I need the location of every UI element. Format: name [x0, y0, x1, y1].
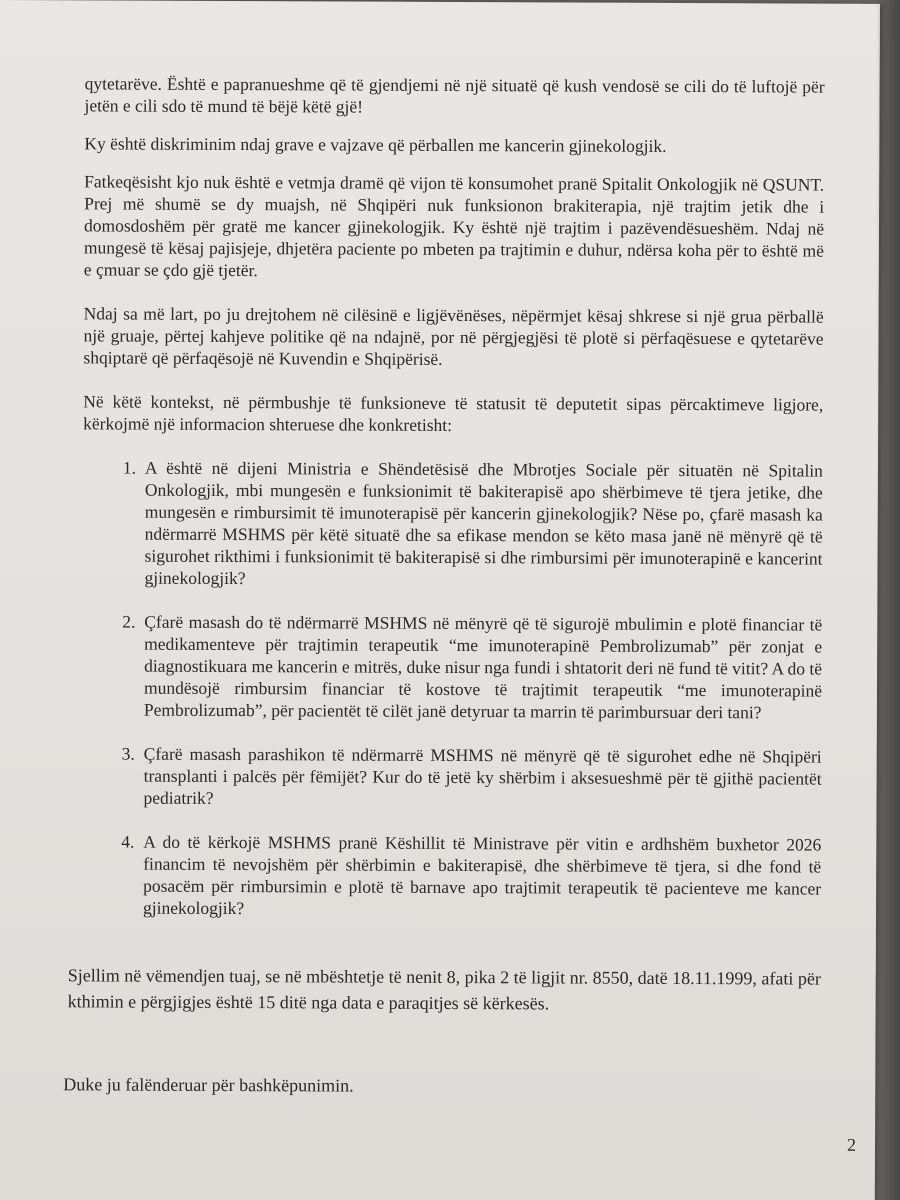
question-number: 4.: [121, 831, 135, 852]
question-text: Çfarë masash parashikon të ndërmarrë MSHMS në mënyrë që të sigurohet edhe në Shqipëri transplanti i palcës për fëmijët? Kur do të jetë ky shërbim i aksesueshmë për të gjithë pacientët pediatrik?: [143, 743, 822, 808]
intro-paragraph-5: Në këtë kontekst, në përmbushje të funksioneve të statusit të deputetit sipas përcaktimeve ligjore, kërkojmë një informacion shteruese dhe konkretisht:: [83, 391, 824, 435]
intro-paragraph-1: qytetarëve. Është e papranueshme që të gjendjemi në një situatë që kush vendosë se cili do të luftojë për jetën e cili sdo të mund të bëjë këtë gjë!: [84, 73, 825, 117]
questions-list: [81, 456, 823, 921]
question-text: A do të kërkojë MSHMS pranë Këshillit të Ministrave për vitin e ardhshëm buxhetor 2026 financim të nevojshëm për shërbimin e bakiterapisë, dhe shërbimeve të tjera, si dhe fond të posacëm për rimbursimin e plotë të barnave apo trajtimit terapeutik të pacienteve me kancer gjinekologjik?: [142, 831, 822, 919]
question-item-2: [82, 610, 822, 723]
question-text: A është në dijeni Ministria e Shëndetësisë dhe Mbrotjes Sociale për situatën në Spitalin Onkologjik, mbi mungesën e funksionimit të bakiterapisë apo shërbimeve të tjera jetike, dhe mungesën e rimbursimit të imunoterapisë për kancerin gjinekologjik? Nëse po, çfarë masash ka ndërmarrë MSHMS për këtë situatë dhe sa efikase mendon se këto masa janë në mënyrë që të sigurohet rikthimi i funksionimit të bakiterapisë si dhe rimbursimi për imunoterapinë e kancerint gjinekologjik?: [144, 457, 823, 589]
page-number: 2: [846, 1134, 857, 1155]
intro-paragraph-2: Ky është diskriminim ndaj grave e vajzave që përballen me kancerin gjinekologjik.: [84, 133, 667, 156]
question-item-3: [81, 742, 821, 811]
thanks-line: Duke ju falënderuar për bashkëpunimin.: [63, 1074, 354, 1096]
intro-paragraph-4: Ndaj sa më lart, po ju drejtohem në cilësinë e ligjëvënëses, nëpërmjet kësaj shkrese si një grua përballë një gruaje, përtej kahjeve politike që na ndajnë, por në përgjegjësi të plotë si përfaqësuese e qytetarëve shqiptarë që përfaqësojë në Kuvendin e Shqipërisë.: [83, 303, 824, 369]
closing-paragraph: Sjellim në vëmendjen tuaj, se në mbështetje të nenit 8, pika 2 të ligjit nr. 8550, datë 18.11.1999, afati për kthimin e përgjigjes është 15 ditë nga data e paraqitjes së kërkesës.: [67, 965, 821, 1014]
edge-shadow: [876, 0, 900, 1200]
question-item-4: [81, 830, 821, 921]
question-number: 3.: [121, 743, 135, 764]
question-item-1: [82, 456, 823, 591]
question-text: Çfarë masash do të ndërmarrë MSHMS në mënyrë që të sigurojë mbulimin e plotë financiar të medikamenteve për trajtimin terapeutik “me imunoterapinë Pembrolizumab” për zonjat e diagnostikuara me kancerin e mitrës, duke nisur nga fundi i shtatorit deri në fund të vitit? A do të mundësojë rimbursim financiar të kostove të trajtimit terapeutik “me imunoterapinë Pembrolizumab”, për pacientët të cilët janë detyruar ta marrin të parimbursuar deri tani?: [143, 611, 823, 723]
intro-paragraph-3: Fatkeqësisht kjo nuk është e vetmja dramë që vijon të konsumohet pranë Spitalit Onkologjik në QSUNT. Prej më shumë se dy muajsh, në Shqipëri nuk funksionon brakiterapia, një trajtim jetik dhe i domosdoshëm për gratë me kancer gjinekologjik. Ky është një trajtim i pazëvendësueshëm. Ndaj në mungesë të kësaj pajisjeje, dhjetëra paciente po mbeten pa trajtimin e duhur, ndërsa koha për to është më e çmuar se çdo gjë tjetër.: [83, 171, 825, 281]
question-number: 1.: [122, 457, 137, 478]
question-number: 2.: [122, 611, 136, 632]
document-body: [81, 72, 825, 943]
